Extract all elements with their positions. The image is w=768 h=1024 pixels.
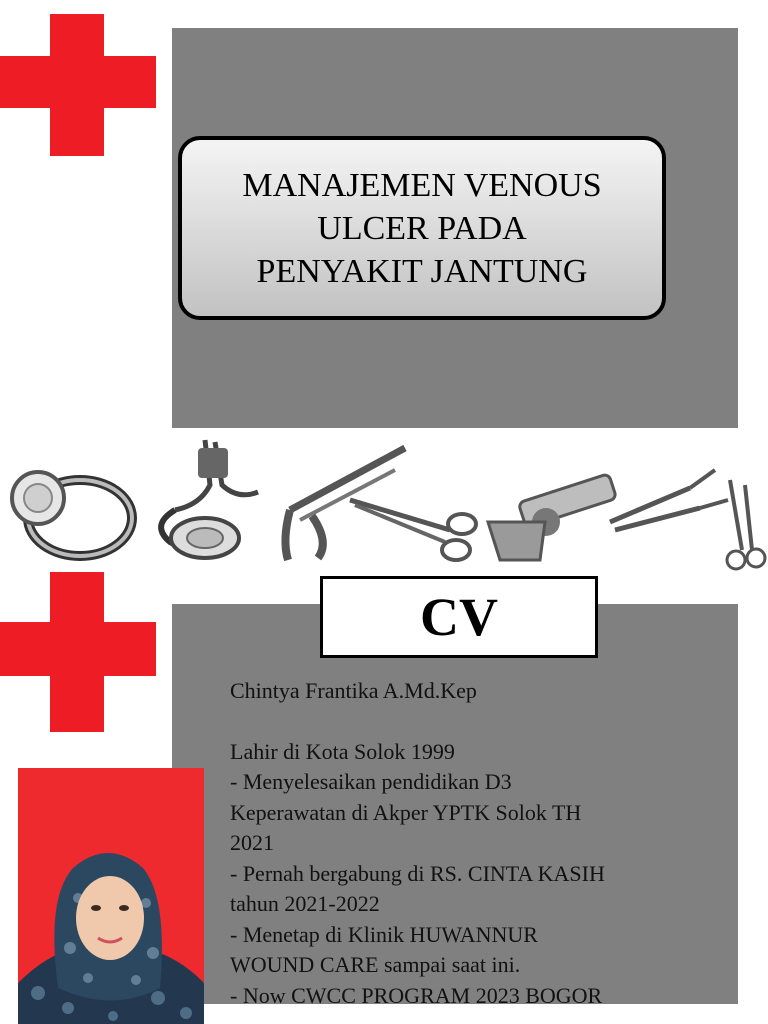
document-title — [178, 136, 666, 320]
head-mirror-icon — [12, 472, 132, 556]
cv-line: Lahir di Kota Solok 1999 — [230, 738, 455, 764]
cv-line: - Pernah bergabung di RS. CINTA KASIH — [230, 860, 605, 886]
red-cross-icon — [0, 14, 156, 156]
medical-instruments-illustration — [0, 430, 768, 580]
red-cross-icon — [0, 572, 156, 732]
cv-line: 2021 — [230, 830, 274, 855]
rongeur-icon — [285, 448, 405, 560]
title-line: ULCER PADA — [317, 209, 527, 247]
stethoscope-icon — [161, 440, 258, 558]
laryngoscope-icon — [488, 474, 617, 560]
cv-line: WOUND CARE sampai saat ini. — [230, 952, 521, 977]
cv-line: Keperawatan di Akper YPTK Solok TH — [230, 799, 582, 825]
scissors-icon — [610, 470, 765, 569]
cv-line: - Menyelesaikan pendidikan D3 — [230, 769, 512, 794]
cv-line: - Now CWCC PROGRAM 2023 BOGOR — [230, 982, 603, 1008]
cv-heading: CV — [320, 576, 598, 658]
cv-line: - Menetap di Klinik HUWANNUR — [230, 921, 538, 947]
cv-details — [230, 676, 700, 1011]
forceps-icon — [350, 500, 476, 560]
title-line: PENYAKIT JANTUNG — [256, 252, 588, 290]
profile-photo — [18, 768, 204, 1024]
cv-name: Chintya Frantika A.Md.Kep — [230, 678, 477, 703]
cv-line: tahun 2021-2022 — [230, 891, 380, 916]
title-line: MANAJEMEN VENOUS — [242, 166, 602, 204]
